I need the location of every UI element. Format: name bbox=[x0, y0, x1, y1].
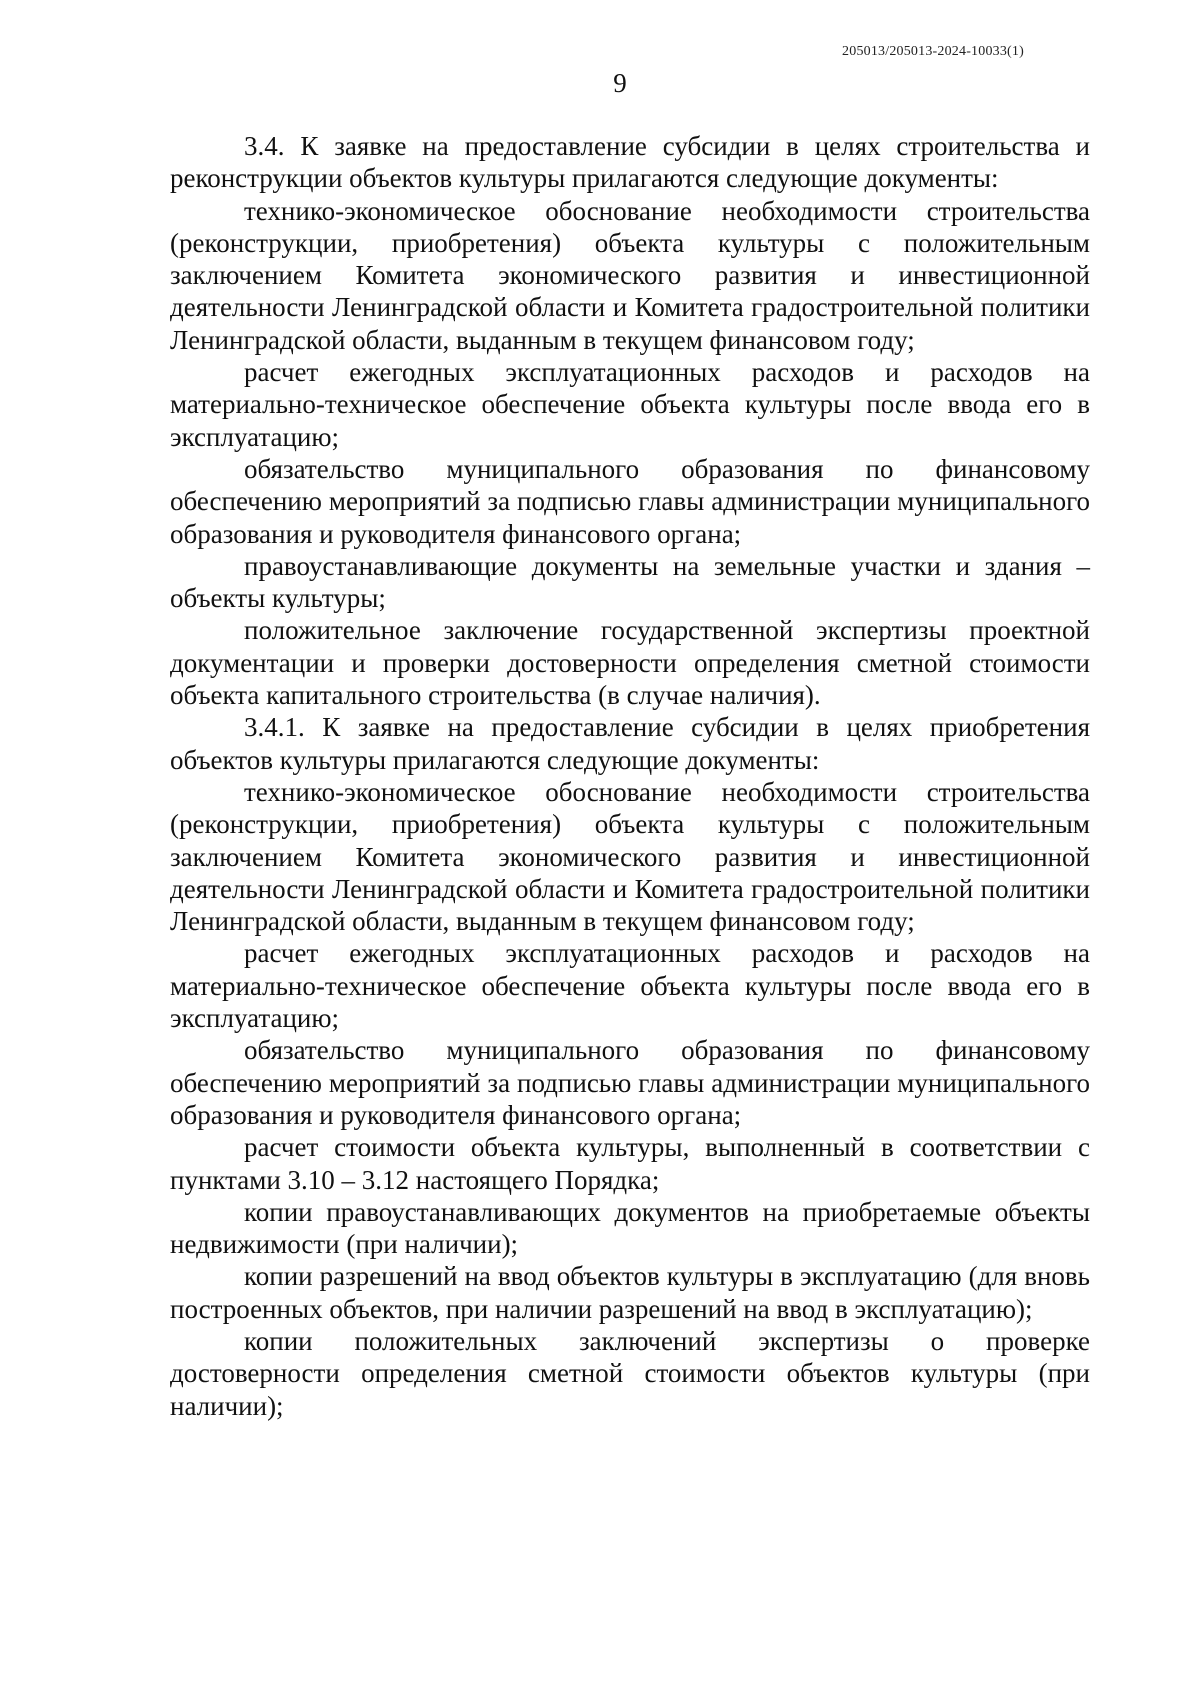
list-item: расчет ежегодных эксплуатационных расходов и расходов на материально-техническое обеспечение объекта культуры после ввода его в эксплуатацию; bbox=[170, 938, 1090, 1034]
list-item: копии положительных заключений экспертизы о проверке достоверности определения сметной стоимости объектов культуры (при наличии); bbox=[170, 1325, 1090, 1421]
document-body bbox=[170, 130, 1090, 1422]
page-number: 9 bbox=[613, 68, 627, 98]
list-item: расчет ежегодных эксплуатационных расходов и расходов на материально-техническое обеспечение объекта культуры после ввода его в эксплуатацию; bbox=[170, 357, 1090, 452]
list-item: положительное заключение государственной экспертизы проектной документации и проверки достоверности определения сметной стоимости объекта капитального строительства (в случае наличия). bbox=[170, 615, 1090, 711]
list-item: правоустанавливающие документы на земельные участки и здания – объекты культуры; bbox=[170, 550, 1090, 614]
list-item: обязательство муниципального образования по финансовому обеспечению мероприятий за подписью главы администрации муниципального образования и руководителя финансового органа; bbox=[170, 453, 1090, 549]
paragraph-3-4: 3.4. К заявке на предоставление субсидии в целях строительства и реконструкции объектов культуры прилагаются следующие документы: bbox=[170, 131, 1090, 194]
list-item: технико-экономическое обоснование необходимости строительства (реконструкции, приобретения) объекта культуры с положительным заключением Комитета экономического развития и инвестиционной деятельности Ленинградской области и Комитета градостроительной политики Ленинградской области, выданным в текущем финансовом году; bbox=[170, 195, 1090, 355]
list-item: копии правоустанавливающих документов на приобретаемые объекты недвижимости (при наличии); bbox=[170, 1196, 1090, 1260]
list-item: расчет стоимости объекта культуры, выполненный в соответствии с пунктами 3.10 – 3.12 настоящего Порядка; bbox=[170, 1132, 1090, 1195]
document-id: 205013/205013-2024-10033(1) bbox=[842, 44, 1024, 59]
paragraph-3-4-1: 3.4.1. К заявке на предоставление субсидии в целях приобретения объектов культуры прилагаются следующие документы: bbox=[170, 712, 1090, 775]
list-item: технико-экономическое обоснование необходимости строительства (реконструкции, приобретения) объекта культуры с положительным заключением Комитета экономического развития и инвестиционной деятельности Ленинградской области и Комитета градостроительной политики Ленинградской области, выданным в текущем финансовом году; bbox=[170, 776, 1090, 937]
list-item: обязательство муниципального образования по финансовому обеспечению мероприятий за подписью главы администрации муниципального образования и руководителя финансового органа; bbox=[170, 1035, 1090, 1130]
list-item: копии разрешений на ввод объектов культуры в эксплуатацию (для вновь построенных объектов, при наличии разрешений на ввод в эксплуатацию); bbox=[170, 1261, 1090, 1324]
